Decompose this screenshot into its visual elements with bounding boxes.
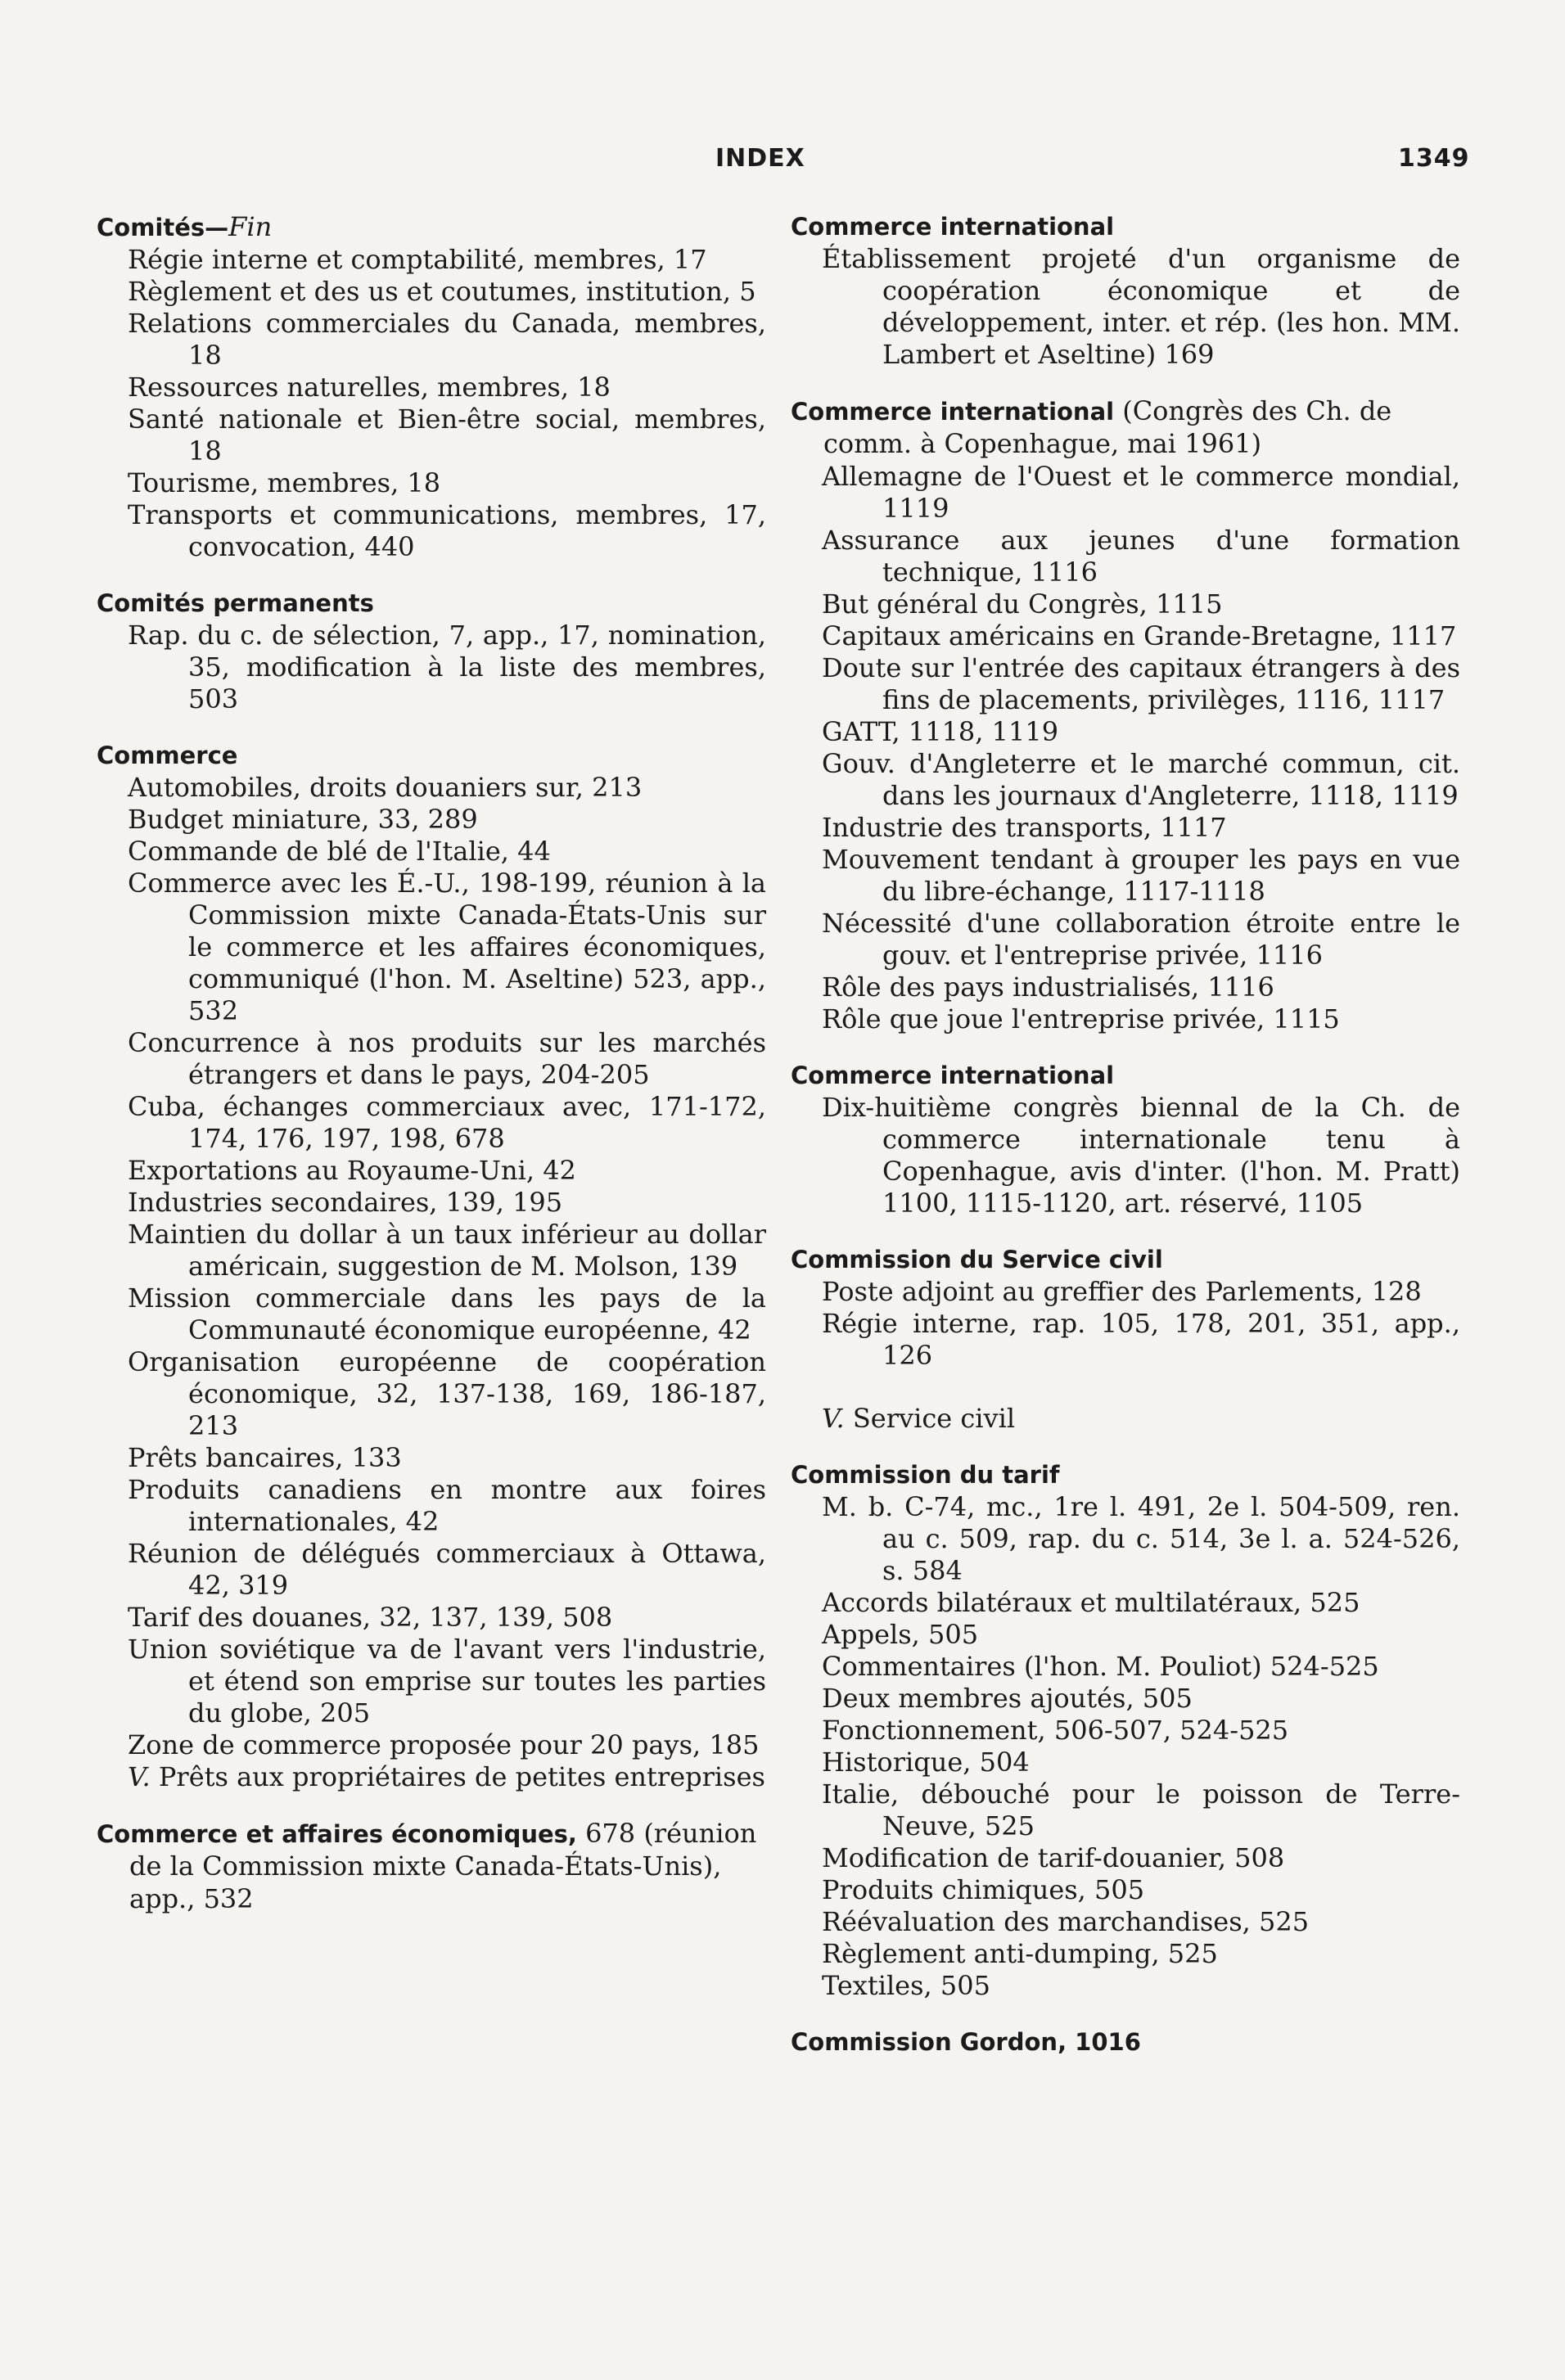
index-entry: Règlement et des us et coutumes, institution, 5 xyxy=(128,276,756,307)
index-entry: Industries secondaires, 139, 195 xyxy=(128,1187,563,1218)
index-entry: Transports et communications, membres, 17, convocation, 440 xyxy=(128,499,766,562)
index-entry: Textiles, 505 xyxy=(822,1970,990,2001)
section-commerce-international-2 xyxy=(791,395,1460,1035)
index-entry: Règlement anti-dumping, 525 xyxy=(822,1938,1218,1969)
index-entry: Ressources naturelles, membres, 18 xyxy=(128,372,611,403)
index-entry: Rôle des pays industrialisés, 1116 xyxy=(822,971,1274,1003)
see-also-entry: V. Service civil xyxy=(822,1403,1016,1434)
running-title: INDEX xyxy=(715,144,805,173)
section-commission-service-civil xyxy=(791,1244,1460,1435)
index-entry: Produits chimiques, 505 xyxy=(822,1874,1145,1905)
section-heading: Commerce international xyxy=(791,213,1115,241)
index-entry: Tarif des douanes, 32, 137, 139, 508 xyxy=(128,1602,613,1633)
section-heading: Commerce international xyxy=(791,1062,1115,1089)
index-entry: Assurance aux jeunes d'une formation technique, 1116 xyxy=(822,525,1460,588)
index-entry: Réunion de délégués commerciaux à Ottawa, 42, 319 xyxy=(128,1538,766,1601)
left-column xyxy=(97,211,766,1941)
index-entry: Rap. du c. de sélection, 7, app., 17, nomination, 35, modification à la liste des membres, 503 xyxy=(128,620,766,714)
index-entry: Fonctionnement, 506-507, 524-525 xyxy=(822,1715,1289,1746)
index-entry: Industrie des transports, 1117 xyxy=(822,812,1227,843)
index-entry: Cuba, échanges commerciaux avec, 171-172, 174, 176, 197, 198, 678 xyxy=(128,1091,766,1154)
index-entry: Tourisme, membres, 18 xyxy=(128,467,441,498)
see-also-entry: V. Prêts aux propriétaires de petites entreprises xyxy=(128,1761,765,1792)
section-commission-tarif xyxy=(791,1459,1460,2002)
index-entry: Union soviétique va de l'avant vers l'industrie, et étend son emprise sur toutes les parties du globe, 205 xyxy=(128,1634,766,1729)
index-entry: Commerce avec les É.-U., 198-199, réunion à la Commission mixte Canada-États-Unis sur le commerce et les affaires économiques, communiqué (l'hon. M. Aseltine) 523, app., 532 xyxy=(128,868,766,1026)
index-entry: Zone de commerce proposée pour 20 pays, 185 xyxy=(128,1729,760,1760)
index-entry: Modification de tarif-douanier, 508 xyxy=(822,1842,1285,1873)
index-entry: Régie interne et comptabilité, membres, 17 xyxy=(128,244,707,275)
index-entry: Appels, 505 xyxy=(822,1619,979,1650)
index-entry: Historique, 504 xyxy=(822,1747,1030,1778)
page-number: 1349 xyxy=(1398,144,1470,173)
index-entry: Italie, débouché pour le poisson de Terre-Neuve, 525 xyxy=(822,1778,1460,1841)
index-entry: Gouv. d'Angleterre et le marché commun, cit. dans les journaux d'Angleterre, 1118, 1119 xyxy=(822,748,1460,811)
index-entry: Commentaires (l'hon. M. Pouliot) 524-525 xyxy=(822,1651,1379,1682)
index-entry: Nécessité d'une collaboration étroite entre le gouv. et l'entreprise privée, 1116 xyxy=(822,908,1460,971)
index-entry: Mouvement tendant à grouper les pays en vue du libre-échange, 1117-1118 xyxy=(822,844,1460,907)
section-heading: Commission du Service civil xyxy=(791,1246,1163,1273)
index-entry: Capitaux américains en Grande-Bretagne, 1117 xyxy=(822,620,1457,651)
section-heading: Comités permanents xyxy=(97,589,374,617)
index-entry: Deux membres ajoutés, 505 xyxy=(822,1683,1193,1714)
right-column xyxy=(791,211,1460,2083)
section-comites-permanents xyxy=(97,588,766,715)
index-entry: Exportations au Royaume-Uni, 42 xyxy=(128,1155,576,1186)
index-entry: Réévaluation des marchandises, 525 xyxy=(822,1906,1310,1937)
section-commerce xyxy=(97,740,766,1793)
section-commission-gordon xyxy=(791,2026,1460,2058)
section-commerce-affaires xyxy=(97,1818,766,1916)
index-entry: Accords bilatéraux et multilatéraux, 525 xyxy=(822,1587,1360,1618)
index-entry: Santé nationale et Bien-être social, membres, 18 xyxy=(128,403,766,467)
index-entry: M. b. C-74, mc., 1re l. 491, 2e l. 504-509, ren. au c. 509, rap. du c. 514, 3e l. a. 524-526, s. 584 xyxy=(822,1491,1460,1586)
section-heading: Commerce et affaires économiques, 678 (réunion de la Commission mixte Canada-États-Unis), app., 532 xyxy=(97,1818,757,1914)
section-commerce-international-1 xyxy=(791,211,1460,371)
index-entry: Établissement projeté d'un organisme de coopération économique et de développement, inter. et rép. (les hon. MM. Lambert et Aseltine) 169 xyxy=(822,243,1460,370)
index-entry: Poste adjoint au greffier des Parlements, 128 xyxy=(822,1276,1422,1307)
index-entry: GATT, 1118, 1119 xyxy=(822,716,1059,747)
index-entry: Produits canadiens en montre aux foires internationales, 42 xyxy=(128,1474,766,1537)
index-entry: But général du Congrès, 1115 xyxy=(822,588,1223,620)
index-entry: Concurrence à nos produits sur les marchés étrangers et dans le pays, 204-205 xyxy=(128,1027,766,1090)
section-comites-fin xyxy=(97,211,766,563)
section-heading: Commission Gordon, 1016 xyxy=(791,2028,1141,2056)
index-entry: Rôle que joue l'entreprise privée, 1115 xyxy=(822,1003,1340,1034)
section-heading: Commerce international (Congrès des Ch. de comm. à Copenhague, mai 1961) xyxy=(791,395,1392,459)
index-entry: Allemagne de l'Ouest et le commerce mondial, 1119 xyxy=(822,461,1460,524)
index-entry: Organisation européenne de coopération économique, 32, 137-138, 169, 186-187, 213 xyxy=(128,1346,766,1441)
section-heading: Commission du tarif xyxy=(791,1461,1060,1489)
section-commerce-international-3 xyxy=(791,1060,1460,1219)
section-heading: Comités—Fin xyxy=(97,211,273,242)
index-entry: Doute sur l'entrée des capitaux étrangers à des fins de placements, privilèges, 1116, 1117 xyxy=(822,652,1460,715)
index-entry: Relations commerciales du Canada, membres, 18 xyxy=(128,308,766,371)
section-heading: Commerce xyxy=(97,741,238,769)
index-entry: Prêts bancaires, 133 xyxy=(128,1442,402,1473)
index-entry: Budget miniature, 33, 289 xyxy=(128,804,478,835)
index-entry: Commande de blé de l'Italie, 44 xyxy=(128,836,551,867)
index-entry: Régie interne, rap. 105, 178, 201, 351, app., 126 xyxy=(822,1308,1460,1371)
index-entry: Mission commerciale dans les pays de la Communauté économique européenne, 42 xyxy=(128,1282,766,1346)
index-entry: Dix-huitième congrès biennal de la Ch. de commerce internationale tenu à Copenhague, avis d'inter. (l'hon. M. Pratt) 1100, 1115-1120, art. réservé, 1105 xyxy=(822,1092,1460,1219)
index-entry: Maintien du dollar à un taux inférieur au dollar américain, suggestion de M. Molson, 139 xyxy=(128,1219,766,1282)
spacer xyxy=(791,1372,1460,1403)
index-entry: Automobiles, droits douaniers sur, 213 xyxy=(128,772,643,803)
